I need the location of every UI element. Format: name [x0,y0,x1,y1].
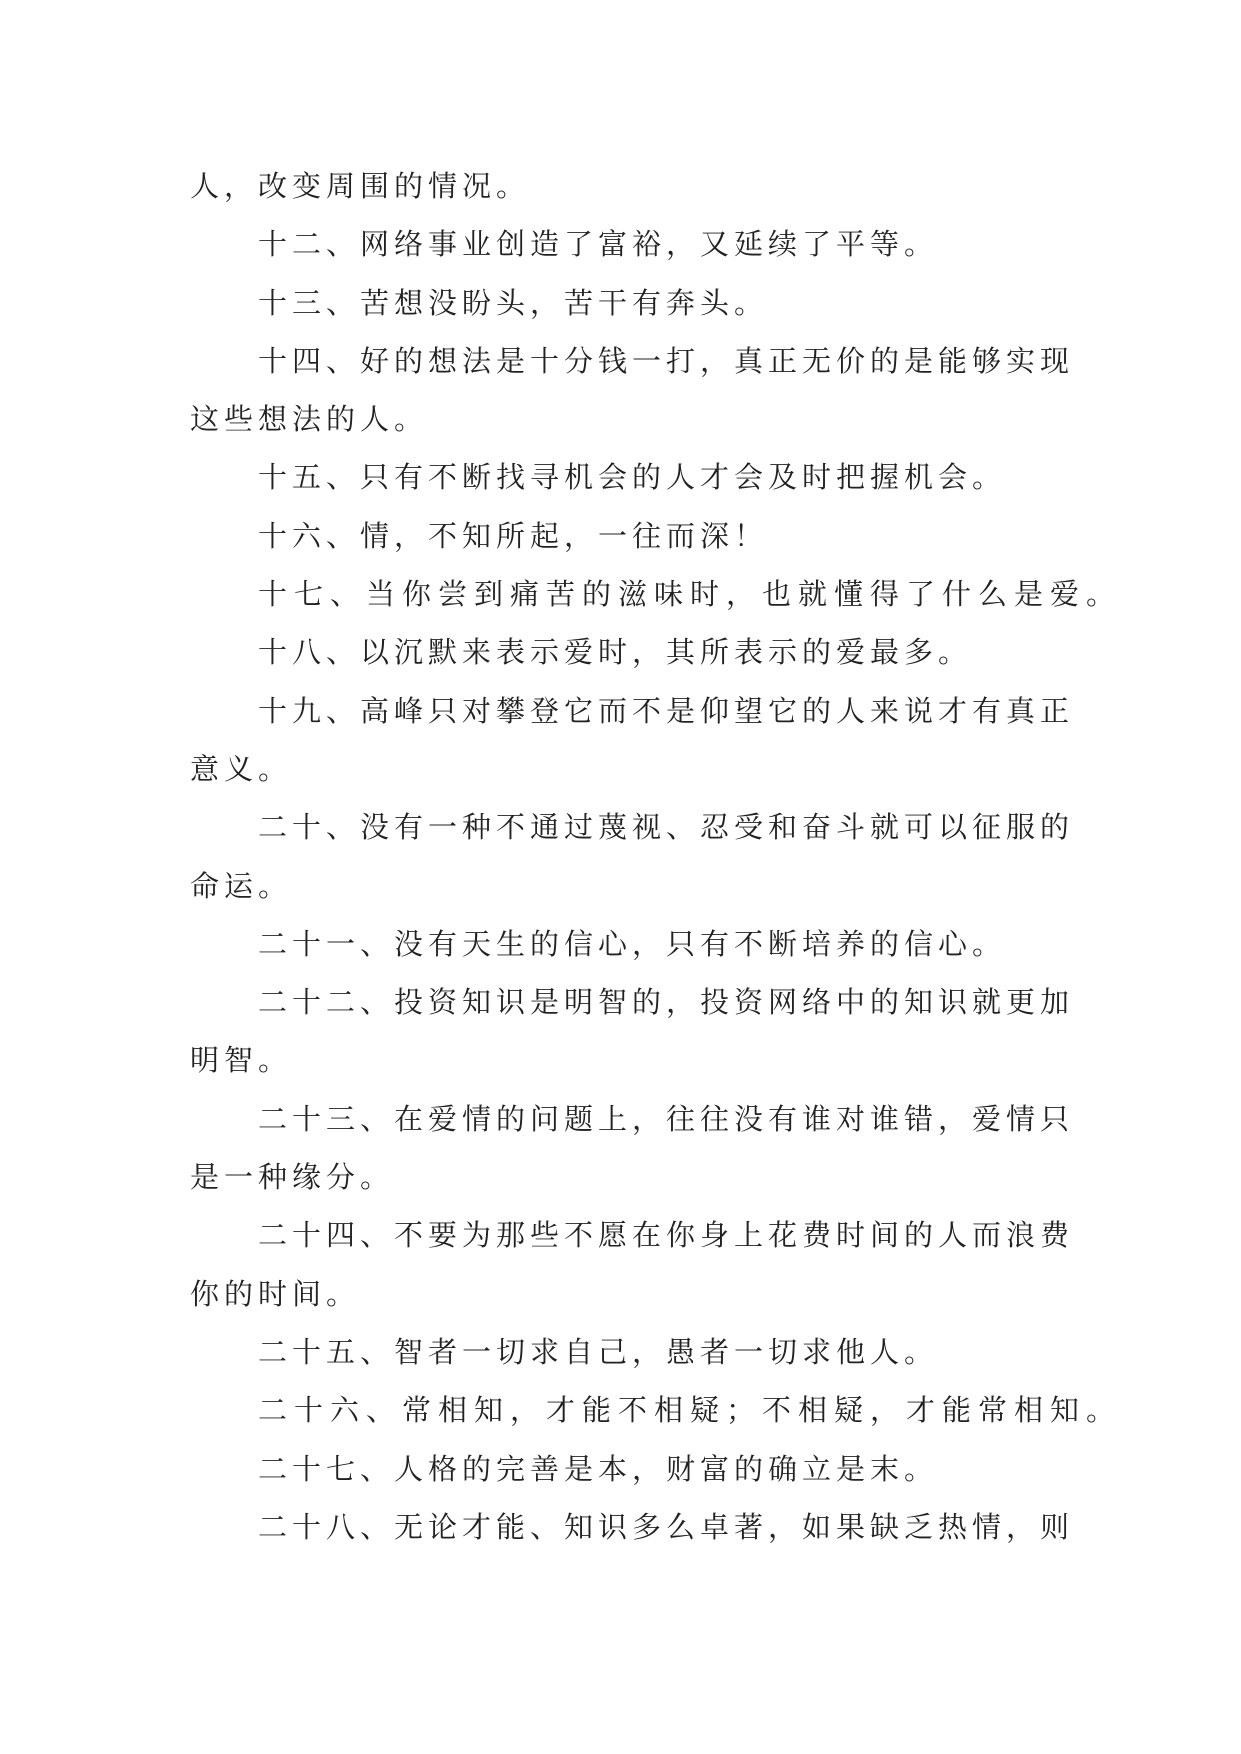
text-line: 你的时间。 [190,1276,361,1311]
text-line: 十六、情，不知所起，一往而深！ [258,518,769,553]
text-line: 二十二、投资知识是明智的，投资网络中的知识就更加 [258,985,1075,1020]
text-line: 二十、没有一种不通过蔑视、忍受和奋斗就可以征服的 [258,810,1075,845]
text-line: 命运。 [190,868,293,903]
text-line: 十八、以沉默来表示爱时，其所表示的爱最多。 [258,635,973,670]
text-line: 意义。 [190,751,293,786]
text-line: 人，改变周围的情况。 [190,169,531,203]
text-line: 十五、只有不断找寻机会的人才会及时把握机会。 [258,460,1007,495]
text-line: 二十四、不要为那些不愿在你身上花费时间的人而浪费 [258,1218,1075,1253]
document-body [190,157,1123,1556]
text-line: 十二、网络事业创造了富裕，又延续了平等。 [258,227,939,262]
text-line: 十九、高峰只对攀登它而不是仰望它的人来说才有真正 [258,693,1075,728]
text-line: 二十三、在爱情的问题上，往往没有谁对谁错，爱情只 [258,1101,1075,1136]
text-line: 二十八、无论才能、知识多么卓著，如果缺乏热情，则 [258,1509,1075,1544]
text-line: 二十七、人格的完善是本，财富的确立是末。 [258,1451,939,1486]
text-line: 是一种缘分。 [190,1160,395,1195]
text-line: 二十六、常相知，才能不相疑；不相疑，才能常相知。 [258,1393,1123,1428]
text-line: 十四、好的想法是十分钱一打，真正无价的是能够实现 [258,343,1075,378]
text-line: 这些想法的人。 [190,402,429,437]
text-line: 二十五、智者一切求自己，愚者一切求他人。 [258,1334,939,1369]
text-line: 二十一、没有天生的信心，只有不断培养的信心。 [258,926,1007,961]
text-line: 十三、苦想没盼头，苦干有奔头。 [258,285,769,320]
text-line: 明智。 [190,1043,293,1078]
text-line: 十七、当你尝到痛苦的滋味时，也就懂得了什么是爱。 [258,577,1123,612]
